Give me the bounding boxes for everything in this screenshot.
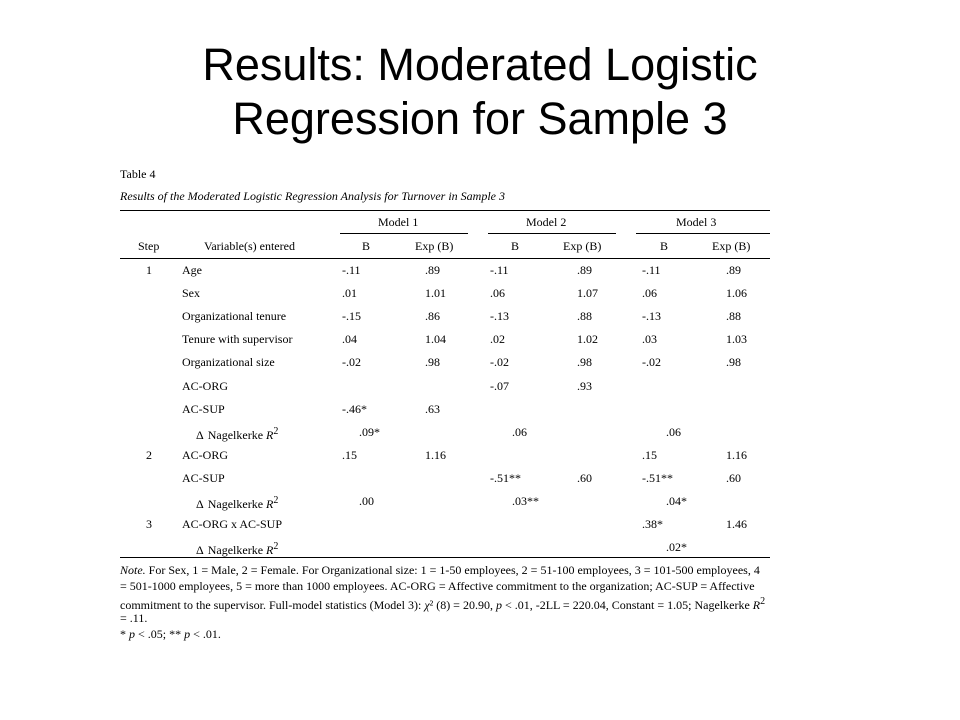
model-2-expb-cell: .60 xyxy=(577,471,592,485)
model-2-expb-cell: 1.07 xyxy=(577,286,598,300)
step-number: 1 xyxy=(146,263,152,277)
note-label: Note. xyxy=(120,563,146,577)
model-1-expb-cell: 1.04 xyxy=(425,332,446,346)
note-text-3a: commitment to the supervisor. Full-model statistics (Model 3): xyxy=(120,598,425,612)
model-2-b-cell: -.07 xyxy=(490,379,509,393)
variable-name: Organizational size xyxy=(182,355,275,369)
header-model-1-b: B xyxy=(362,239,371,253)
model-3-header: Model 3 xyxy=(676,215,717,229)
model-1-b-cell: -.11 xyxy=(342,263,361,277)
step-number: 3 xyxy=(146,517,152,531)
delta-r2-model-3: .06 xyxy=(666,425,681,439)
model-3-rule xyxy=(636,233,770,234)
note-text-4: = .11. xyxy=(120,611,148,625)
nagelkerke-label: Nagelkerke xyxy=(207,497,264,511)
table-label: Table 4 xyxy=(120,167,156,181)
model-3-b-cell: .38* xyxy=(642,517,663,531)
model-2-expb-cell: .89 xyxy=(577,263,592,277)
header-model-2-expb: Exp (B) xyxy=(563,239,602,253)
sig-note-c: < .01. xyxy=(190,627,221,641)
sig-note-a: * xyxy=(120,627,129,641)
model-3-expb-cell: .88 xyxy=(726,309,741,323)
variable-name: Sex xyxy=(182,286,200,300)
model-3-expb-cell: .60 xyxy=(726,471,741,485)
variable-name: AC-ORG x AC-SUP xyxy=(182,517,283,531)
table-bottom-rule xyxy=(120,557,770,558)
model-2-expb-cell: .98 xyxy=(577,355,592,369)
model-1-rule xyxy=(340,233,468,234)
delta-r2-model-1: .09* xyxy=(359,425,380,439)
delta-r2-model-3: .02* xyxy=(666,540,687,554)
note-text-2: = 501-1000 employees, 5 = more than 1000 employees. AC-ORG = Affective commitment to the organization; AC-SUP = Affective xyxy=(120,579,755,593)
header-variable: Variable(s) entered xyxy=(204,239,295,253)
delta-r2-model-1: .00 xyxy=(359,494,374,508)
model-1-expb-cell: 1.16 xyxy=(425,448,446,462)
header-bottom-rule xyxy=(120,258,770,259)
nagelkerke-label: Nagelkerke xyxy=(207,428,264,442)
model-1-expb-cell: .89 xyxy=(425,263,440,277)
p-symbol: p xyxy=(129,627,135,641)
model-1-expb-cell: .63 xyxy=(425,402,440,416)
variable-name: AC-SUP xyxy=(182,402,225,416)
model-3-b-cell: -.13 xyxy=(642,309,661,323)
delta-label xyxy=(196,425,278,442)
table-note-line-1 xyxy=(120,563,850,577)
variable-name: AC-SUP xyxy=(182,471,225,485)
model-1-expb-cell: .98 xyxy=(425,355,440,369)
model-2-b-cell: .02 xyxy=(490,332,505,346)
r2-symbol: R xyxy=(266,428,274,442)
model-2-expb-cell: .88 xyxy=(577,309,592,323)
header-step: Step xyxy=(138,239,160,253)
sig-note-b: < .05; ** xyxy=(135,627,185,641)
model-1-expb-cell: .86 xyxy=(425,309,440,323)
delta-r2-model-3: .04* xyxy=(666,494,687,508)
model-2-expb-cell: 1.02 xyxy=(577,332,598,346)
model-3-b-cell: -.02 xyxy=(642,355,661,369)
model-2-expb-cell: .93 xyxy=(577,379,592,393)
nagelkerke-label: Nagelkerke xyxy=(207,543,264,557)
r2-symbol: R xyxy=(752,598,761,612)
model-1-header: Model 1 xyxy=(378,215,419,229)
delta-r2-model-2: .03** xyxy=(512,494,539,508)
delta-label xyxy=(196,540,278,557)
r2-superscript: 2 xyxy=(273,426,279,437)
variable-name: AC-ORG xyxy=(182,448,229,462)
r2-superscript: 2 xyxy=(760,596,766,607)
model-2-b-cell: -.51** xyxy=(490,471,521,485)
model-1-b-cell: -.02 xyxy=(342,355,361,369)
model-3-b-cell: .03 xyxy=(642,332,657,346)
model-1-b-cell: -.15 xyxy=(342,309,361,323)
header-model-3-b: B xyxy=(660,239,669,253)
model-3-b-cell: .15 xyxy=(642,448,657,462)
model-3-b-cell: .06 xyxy=(642,286,657,300)
model-2-b-cell: -.11 xyxy=(490,263,509,277)
table-note-line-2 xyxy=(120,579,850,593)
model-3-b-cell: -.11 xyxy=(642,263,661,277)
model-3-expb-cell: 1.16 xyxy=(726,448,747,462)
model-3-expb-cell: .98 xyxy=(726,355,741,369)
delta-label xyxy=(196,494,278,511)
variable-name: Age xyxy=(182,263,202,277)
model-2-b-cell: -.02 xyxy=(490,355,509,369)
step-number: 2 xyxy=(146,448,152,462)
model-1-expb-cell: 1.01 xyxy=(425,286,446,300)
r2-symbol: R xyxy=(266,543,274,557)
model-3-b-cell: -.51** xyxy=(642,471,673,485)
r2-symbol: R xyxy=(266,497,274,511)
variable-name: Tenure with supervisor xyxy=(182,332,293,346)
slide-title-line-1: Results: Moderated Logistic xyxy=(202,39,758,90)
delta-r2-model-2: .06 xyxy=(512,425,527,439)
table-caption: Results of the Moderated Logistic Regression Analysis for Turnover in Sample 3 xyxy=(120,189,505,203)
table-note-line-5 xyxy=(120,627,850,641)
note-text-3c: < .01, -2LL = 220.04, Constant = 1.05; Nagelkerke xyxy=(501,598,753,612)
model-3-expb-cell: 1.46 xyxy=(726,517,747,531)
model-2-b-cell: .06 xyxy=(490,286,505,300)
header-model-3-expb: Exp (B) xyxy=(712,239,751,253)
note-text-3b: ² (8) = 20.90, xyxy=(429,598,496,612)
model-1-b-cell: .15 xyxy=(342,448,357,462)
r2-superscript: 2 xyxy=(273,541,279,552)
model-1-b-cell: .01 xyxy=(342,286,357,300)
model-2-rule xyxy=(488,233,616,234)
model-3-expb-cell: 1.03 xyxy=(726,332,747,346)
model-2-b-cell: -.13 xyxy=(490,309,509,323)
model-1-b-cell: -.46* xyxy=(342,402,367,416)
variable-name: Organizational tenure xyxy=(182,309,287,323)
model-1-b-cell: .04 xyxy=(342,332,357,346)
model-3-expb-cell: 1.06 xyxy=(726,286,747,300)
header-model-2-b: B xyxy=(511,239,520,253)
table-top-rule xyxy=(120,210,770,211)
r2-superscript: 2 xyxy=(273,495,279,506)
model-3-expb-cell: .89 xyxy=(726,263,741,277)
p-symbol: p xyxy=(184,627,191,641)
chi-square-symbol: χ xyxy=(424,598,430,612)
variable-name: AC-ORG xyxy=(182,379,229,393)
delta-symbol: Δ xyxy=(196,497,204,511)
p-symbol: p xyxy=(495,598,502,612)
model-2-header: Model 2 xyxy=(526,215,567,229)
table-note-line-3 xyxy=(120,595,850,612)
delta-symbol: Δ xyxy=(196,428,204,442)
note-text-1: For Sex, 1 = Male, 2 = Female. For Organizational size: 1 = 1-50 employees, 2 = 51-100 employees, 3 = 101-500 employees, 4 xyxy=(145,563,760,577)
delta-symbol: Δ xyxy=(196,543,204,557)
table-note-line-4 xyxy=(120,611,850,625)
header-model-1-expb: Exp (B) xyxy=(415,239,454,253)
slide-title xyxy=(0,38,960,146)
slide-title-line-2: Regression for Sample 3 xyxy=(232,93,728,144)
